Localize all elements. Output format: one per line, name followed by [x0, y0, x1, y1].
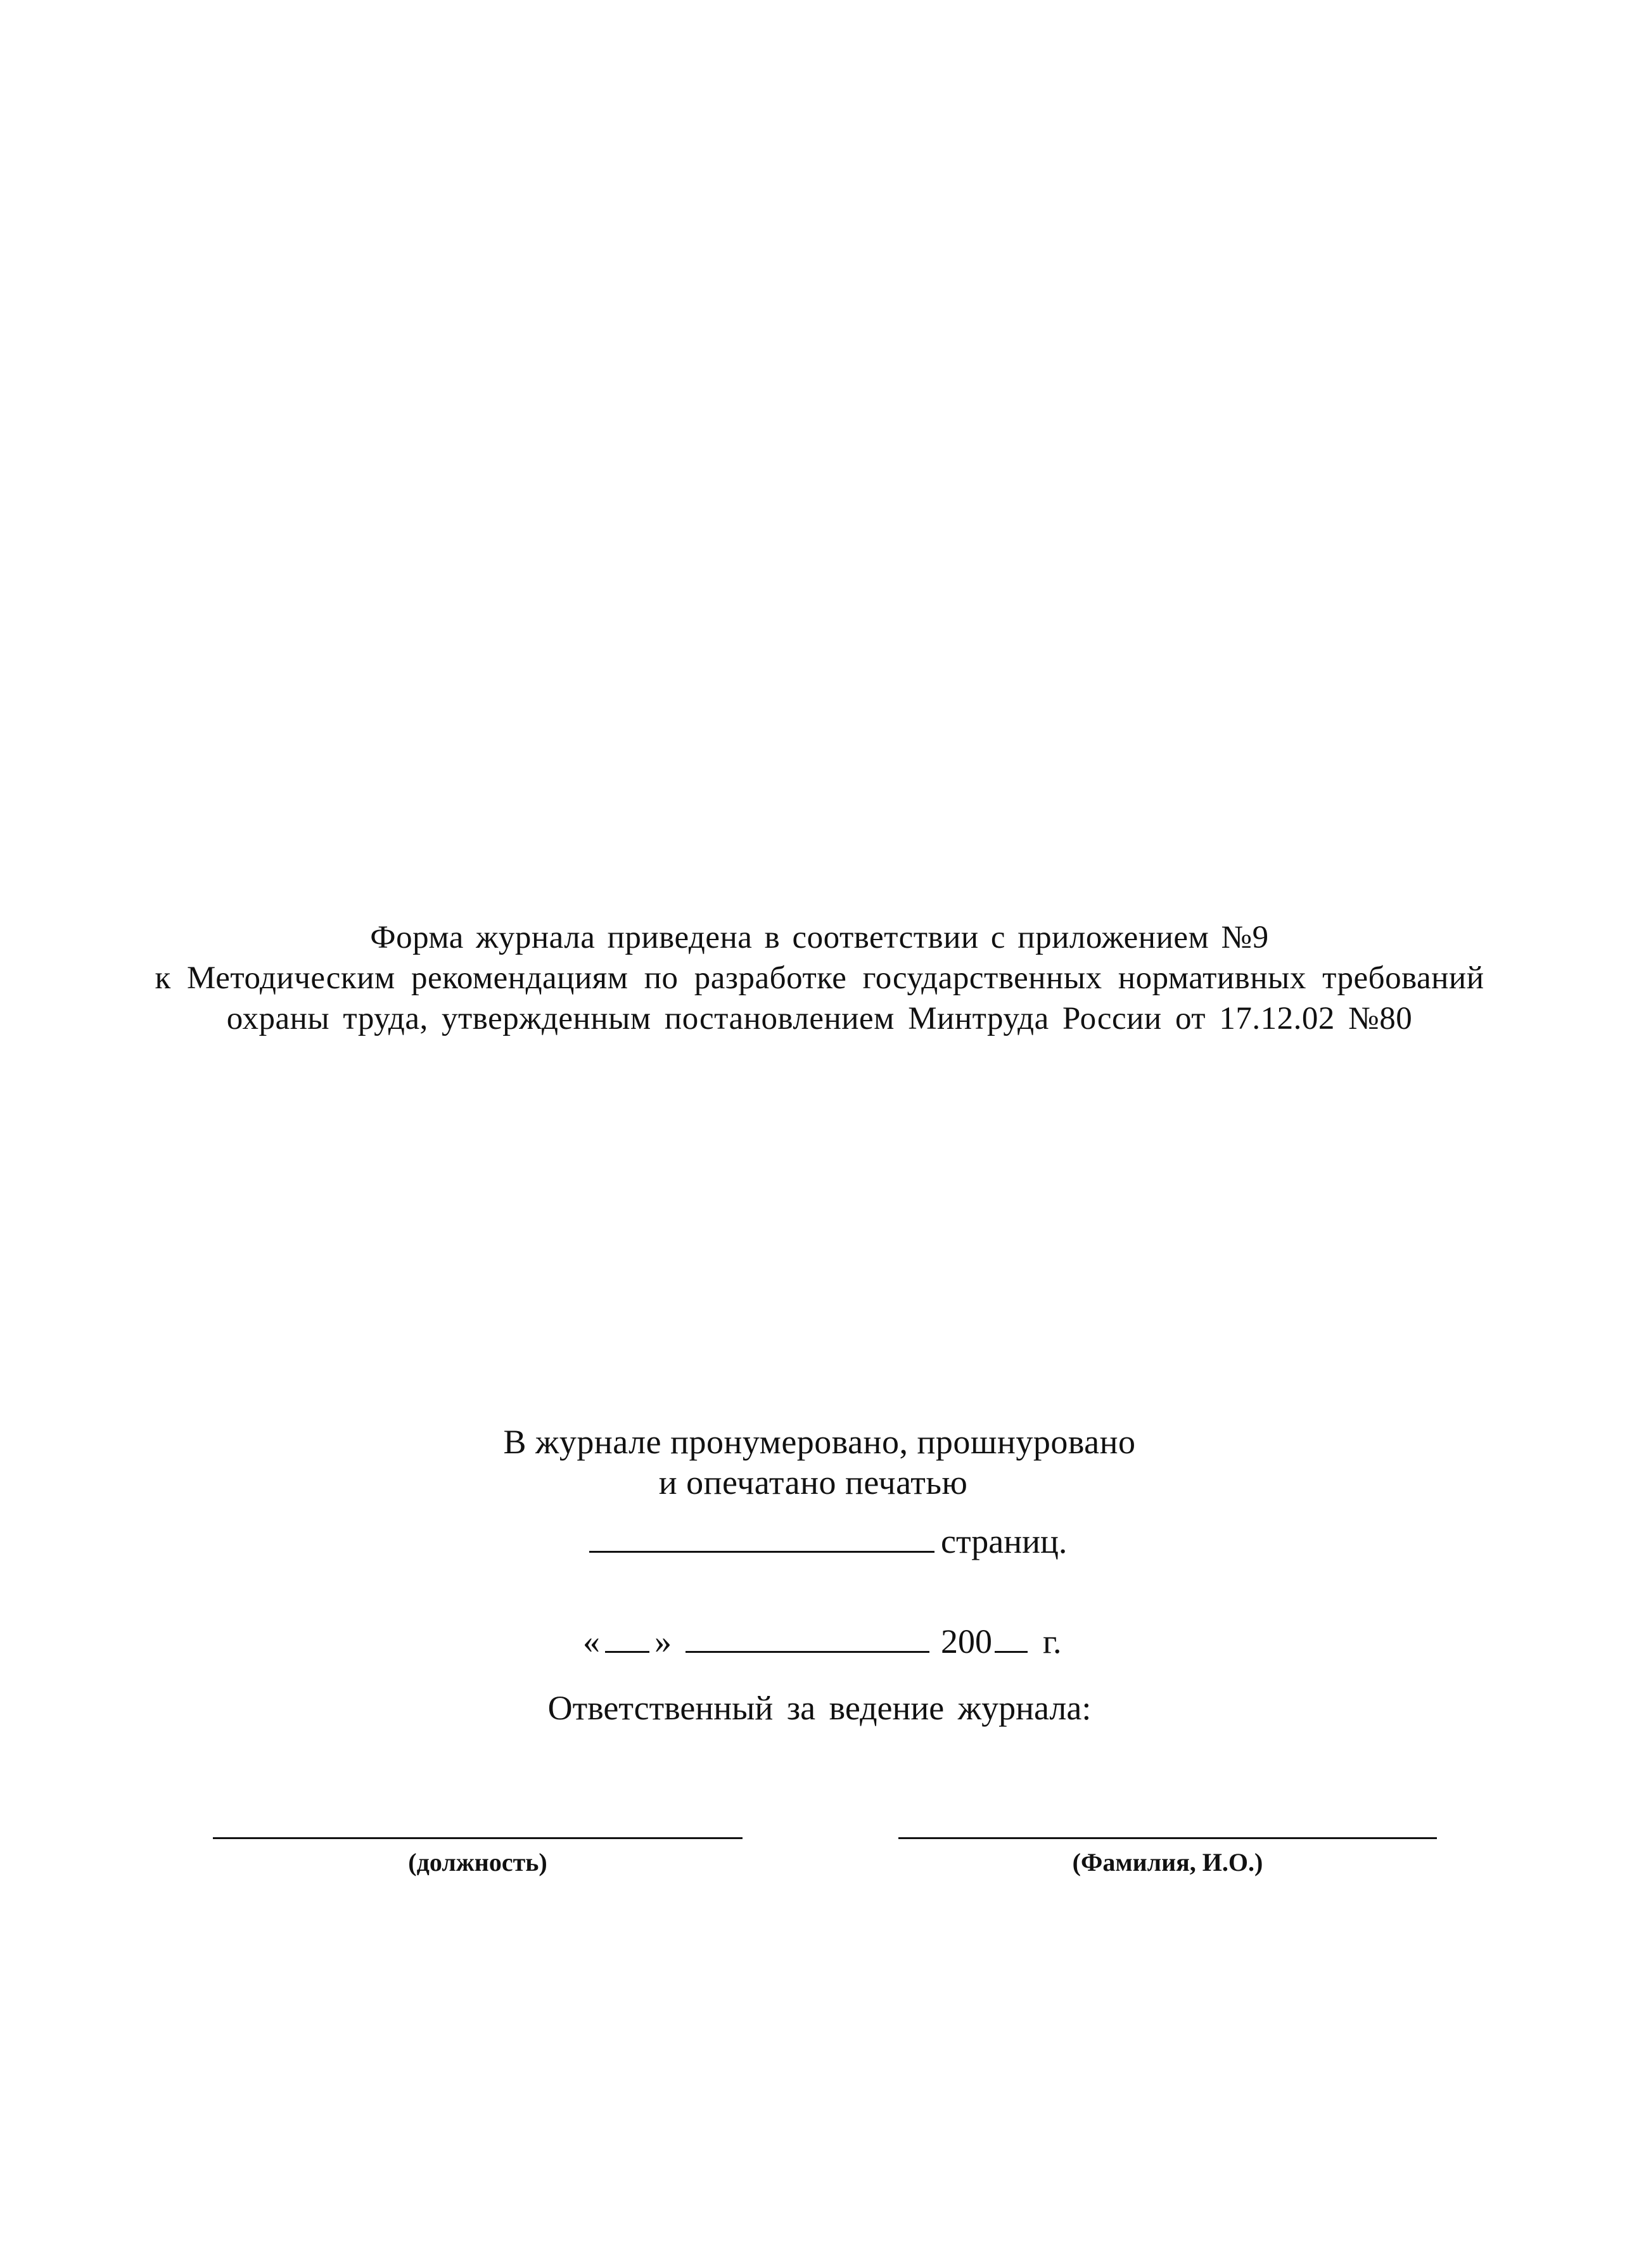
form-note-line-2: к Методическим рекомендациям по разработке государственных нормативных требований [155, 960, 1484, 996]
page-count-row [589, 1522, 1067, 1561]
year-prefix: 200 [941, 1622, 992, 1660]
certification-line-2: и опечатано печатью [658, 1463, 968, 1501]
form-note-line-1: Форма журнала приведена в соответствии с приложением №9 [370, 920, 1269, 955]
year-blank[interactable] [995, 1623, 1028, 1653]
month-blank[interactable] [686, 1623, 929, 1653]
date-close-quote: » [654, 1622, 672, 1660]
name-caption: (Фамилия, И.О.) [1072, 1848, 1263, 1876]
position-caption: (должность) [408, 1848, 547, 1876]
page-count-suffix: страниц. [941, 1522, 1068, 1560]
year-suffix: г. [1043, 1622, 1062, 1660]
certification-text [0, 1422, 1639, 1503]
form-note-line-3: охраны труда, утвержденным постановлением Минтруда России от 17.12.02 №80 [226, 1001, 1413, 1036]
certification-line-1: В журнале пронумеровано, прошнуровано [503, 1423, 1136, 1461]
date-row [583, 1622, 1062, 1661]
day-blank[interactable] [605, 1623, 649, 1653]
position-signature-line[interactable] [213, 1837, 743, 1839]
responsible-label: Ответственный за ведение журнала: [547, 1689, 1092, 1727]
page-count-blank[interactable] [589, 1523, 934, 1553]
name-signature-line[interactable] [898, 1837, 1437, 1839]
date-open-quote: « [583, 1622, 600, 1660]
form-note [0, 917, 1639, 1039]
